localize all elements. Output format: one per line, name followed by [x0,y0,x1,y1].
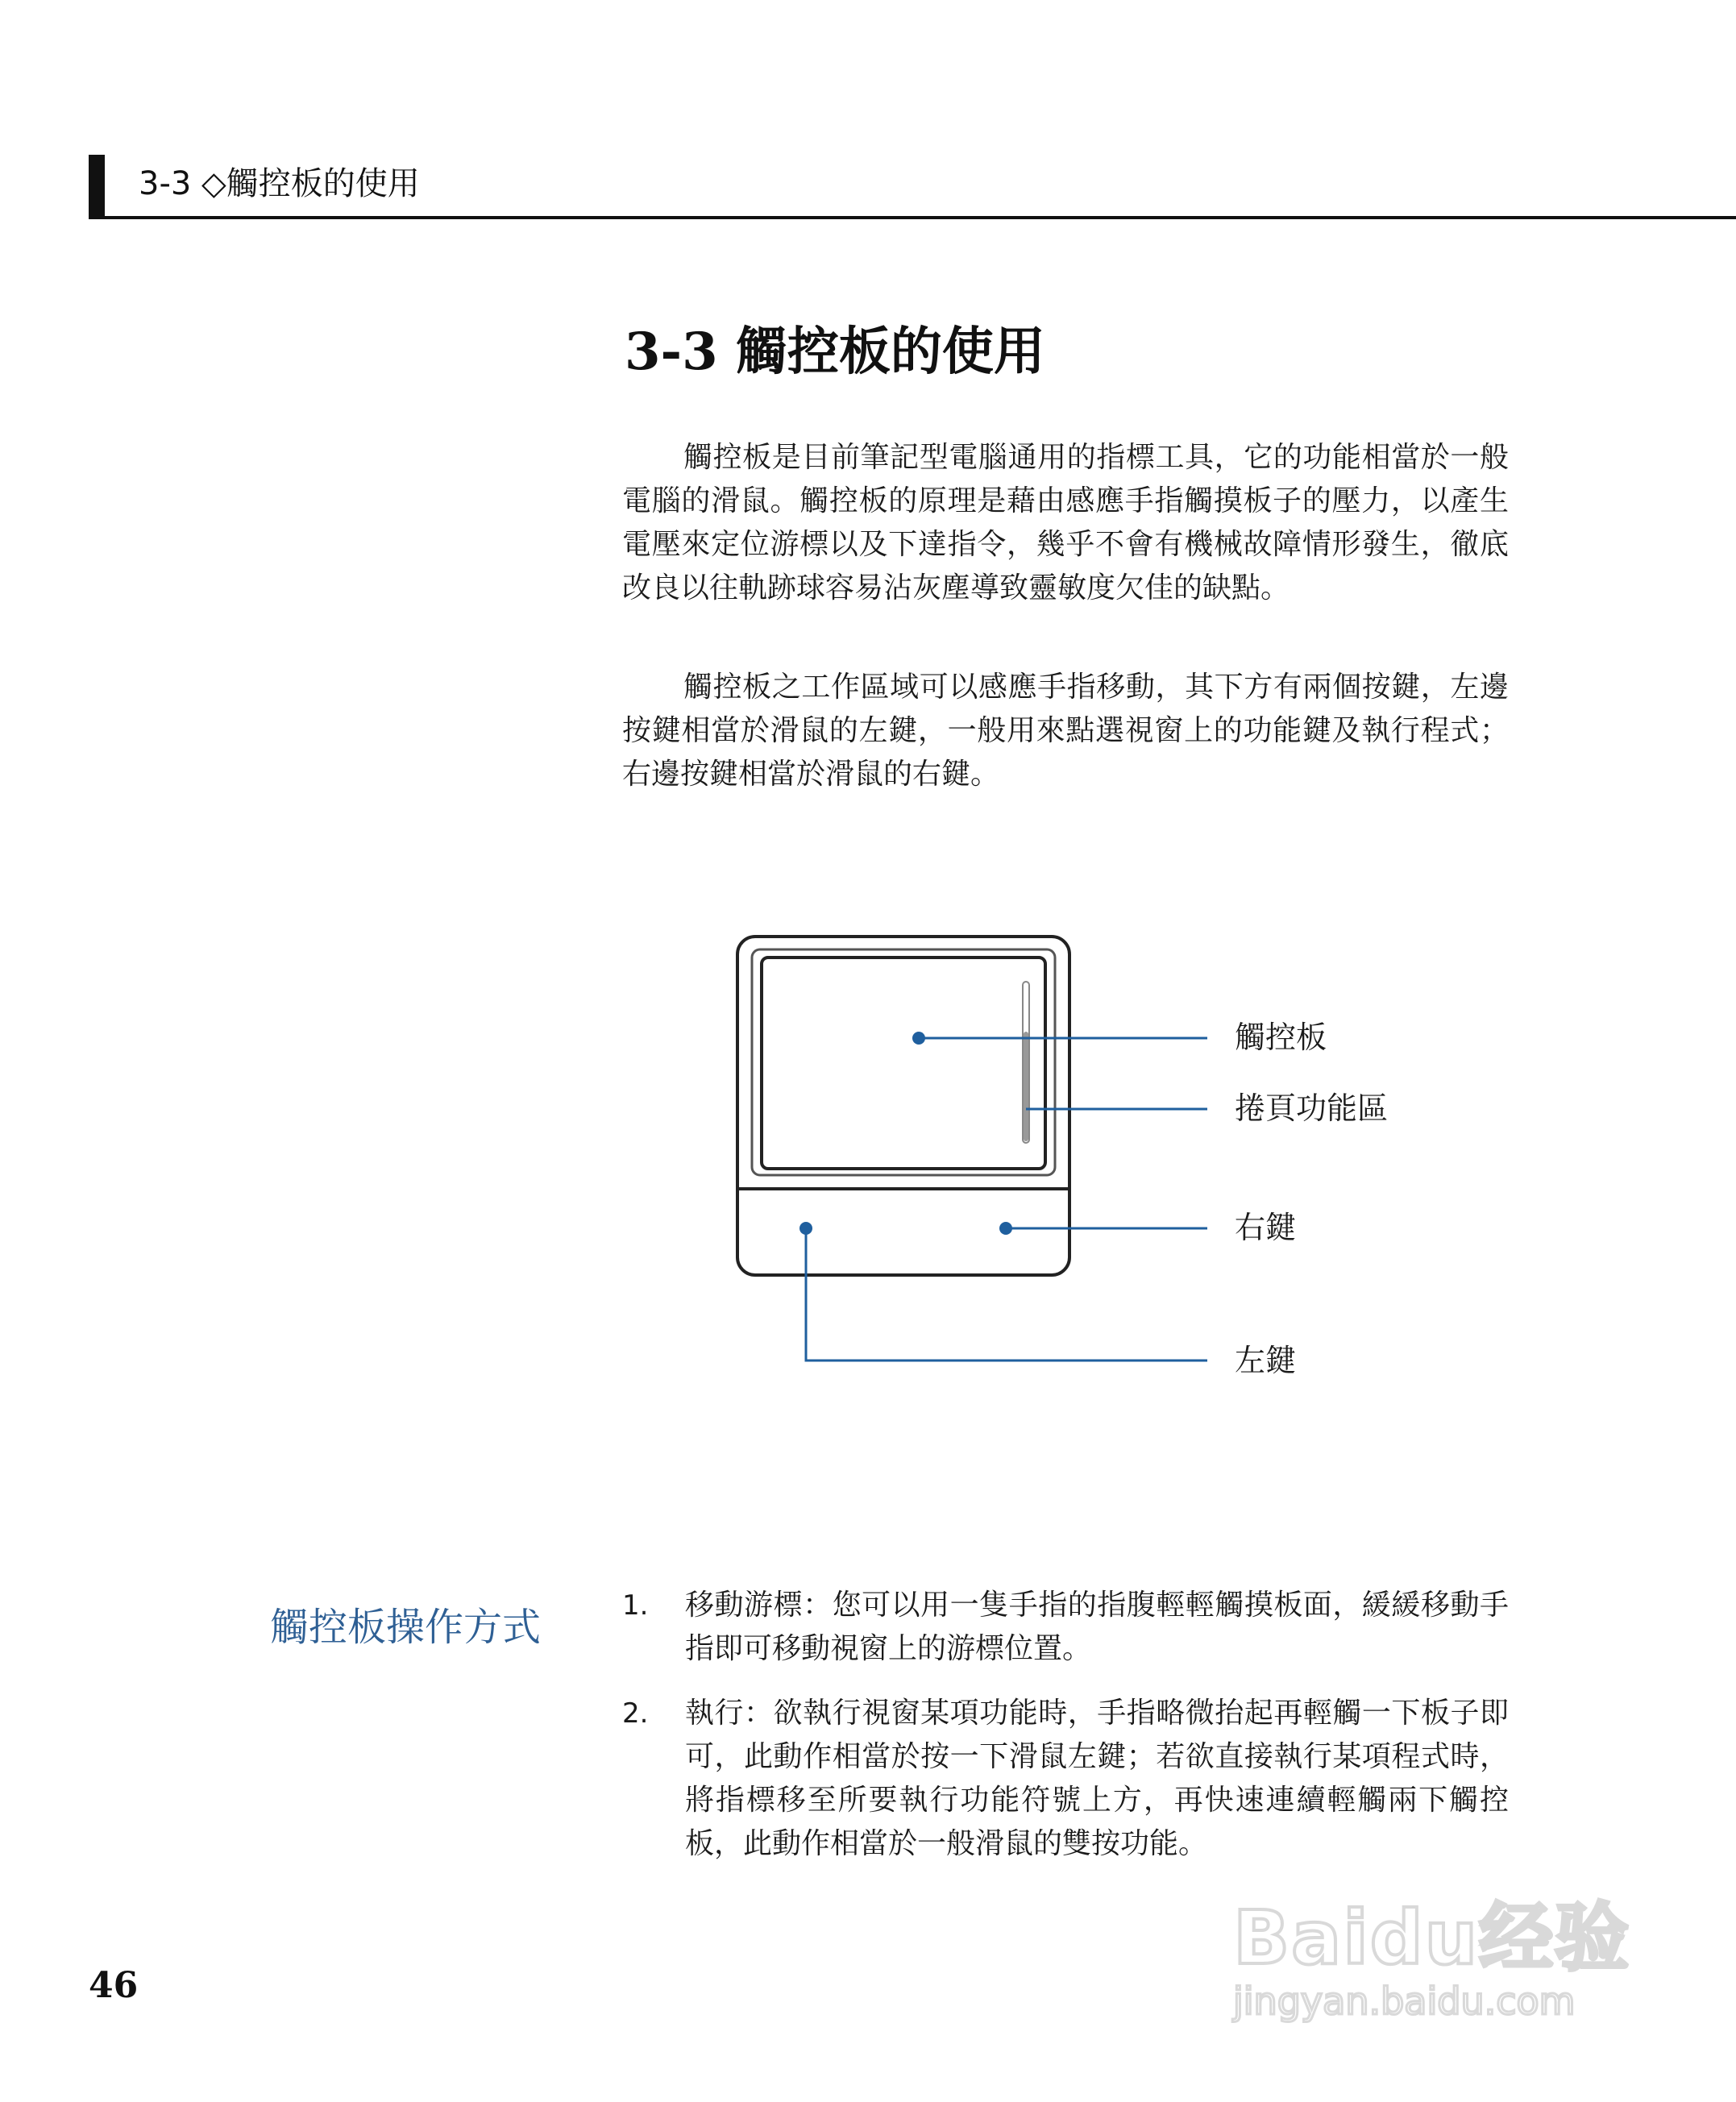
list-item-number: 1. [622,1589,649,1622]
label-right-button: 右鍵 [1235,1210,1297,1245]
watermark-url: jingyan.baidu.com [1233,1979,1576,2023]
touchpad-illustration [725,919,1451,1402]
buttons-paragraph: 觸控板之工作區域可以感應手指移動，其下方有兩個按鍵，左邊按鍵相當於滑鼠的左鍵，一般用來點選視窗上的功能鍵及執行程式；右邊按鍵相當於滑鼠的右鍵。 [622,671,1509,791]
watermark-logo-text: Baidu经验 [1233,1895,1631,1981]
section-title: 3-3 觸控板的使用 [625,322,1045,382]
label-scroll-area: 捲頁功能區 [1235,1090,1389,1126]
header-rule [89,216,1736,219]
list-item [622,1692,1509,1866]
scroll-strip-fill [1024,1032,1028,1141]
list-item-text: 移動游標：您可以用一隻手指的指腹輕輕觸摸板面，緩緩移動手指即可移動視窗上的游標位置。 [685,1589,1509,1665]
touchpad-diagram [725,919,1451,1402]
page-number: 46 [89,1965,139,2006]
operation-heading: 觸控板操作方式 [270,1605,542,1650]
header-marker-bar [89,155,105,219]
baidu-watermark [1233,1895,1652,2027]
list-item-text: 執行：欲執行視窗某項功能時，手指略微抬起再輕觸一下板子即可，此動作相當於按一下滑鼠左鍵；若欲直接執行某項程式時，將指標移至所要執行功能符號上方，再快速連續輕觸兩下觸控板，此動作相當於一般滑鼠的雙按功能。 [685,1697,1509,1860]
intro-paragraph: 觸控板是目前筆記型電腦通用的指標工具，它的功能相當於一般電腦的滑鼠。觸控板的原理是藉由感應手指觸摸板子的壓力，以產生電壓來定位游標以及下達指令，幾乎不會有機械故障情形發生，徹底改良以往軌跡球容易沾灰塵導致靈敏度欠佳的缺點。 [622,441,1509,604]
label-left-button: 左鍵 [1235,1343,1297,1378]
touchpad-surface [762,958,1045,1169]
list-item [622,1584,1509,1671]
operation-list [622,1584,1509,1887]
list-item-number: 2. [622,1697,649,1730]
running-header: 3-3 ◇觸控板的使用 [139,165,420,202]
label-touchpad: 觸控板 [1235,1020,1327,1055]
